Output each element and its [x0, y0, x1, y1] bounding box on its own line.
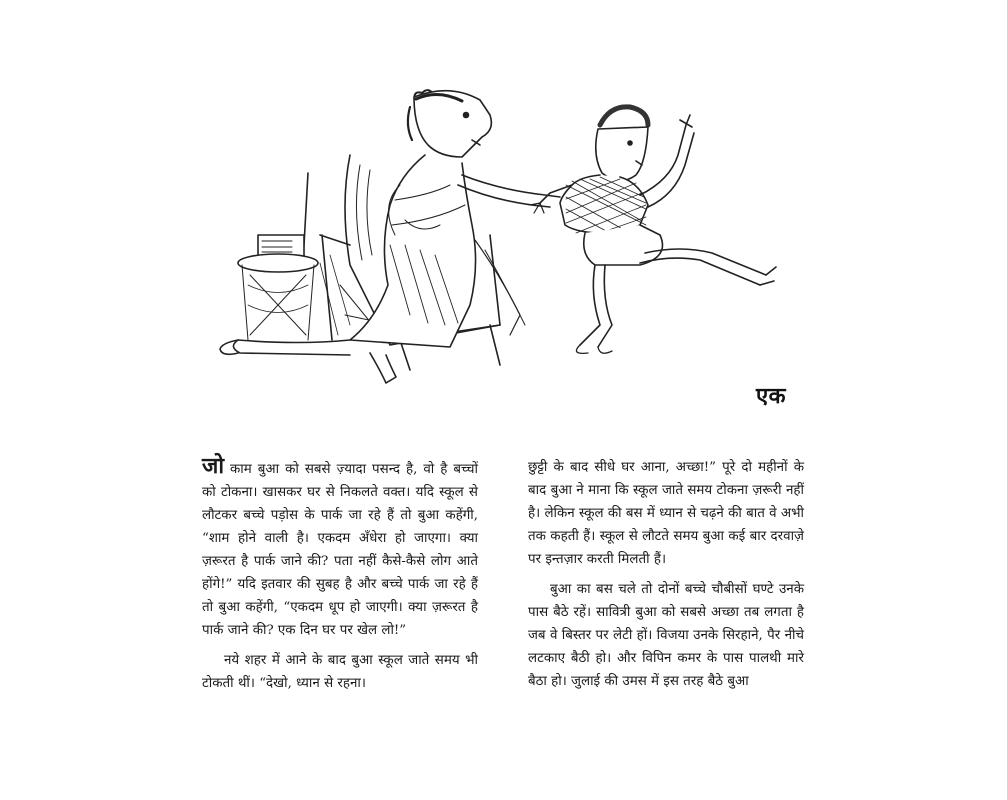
- left-text-column: [202, 453, 478, 702]
- paragraph: नये शहर में आने के बाद बुआ स्कूल जाते समय भी टोकती थीं। “देखो, ध्यान से रहना।: [202, 653, 478, 691]
- radio-table-drawing: [238, 173, 318, 340]
- right-text-column: [528, 456, 804, 700]
- child-figure-drawing: [530, 107, 776, 354]
- paragraph: बुआ का बस चले तो दोनों बच्चे चौबीसों घण्टे उनके पास बैठे रहें। सावित्री बुआ को सबसे अच्छा तब लगता है जब वे बिस्तर पर लेटी हों। विजया उनके सिरहाने, पैर नीचे लटकाए बैठी हो। और विपिन कमर के पास पालथी मारे बैठा हो। जुलाई की उमस में इस तरह बैठे बुआ: [528, 582, 804, 689]
- drop-cap: जो: [202, 453, 225, 479]
- paragraph: [202, 453, 478, 642]
- illustration-bua-holding-child-hand-icon: [200, 85, 810, 385]
- paragraph-text: काम बुआ को सबसे ज़्यादा पसन्द है, वो है बच्चों को टोकना। खासकर घर से निकलते वक्त। यदि स्कूल से लौटकर बच्चे पड़ोस के पार्क जा रहे हैं तो बुआ कहेंगी, “शाम होने वाली है। एकदम अँधेरा हो जाएगा। क्या ज़रूरत है पार्क जाने की? पता नहीं कैसे-कैसे लोग आते होंगे!” यदि इतवार की सुबह है और बच्चे पार्क जा रहे हैं तो बुआ कहेंगी, “एकदम धूप हो जाएगी। क्या ज़रूरत है पार्क जाने की? एक दिन घर पर खेल लो!”: [202, 462, 478, 638]
- chapter-title: एक: [756, 384, 787, 409]
- paragraph: छुट्टी के बाद सीधे घर आना, अच्छा!” पूरे दो महीनों के बाद बुआ ने माना कि स्कूल जाते समय टोकना ज़रूरी नहीं है। लेकिन स्कूल की बस में ध्यान से चढ़ने की बात वे अभी तक कहती हैं। स्कूल से लौटते समय बुआ कई बार दरवाज़े पर इन्तज़ार करती मिलती हैं।: [528, 460, 804, 567]
